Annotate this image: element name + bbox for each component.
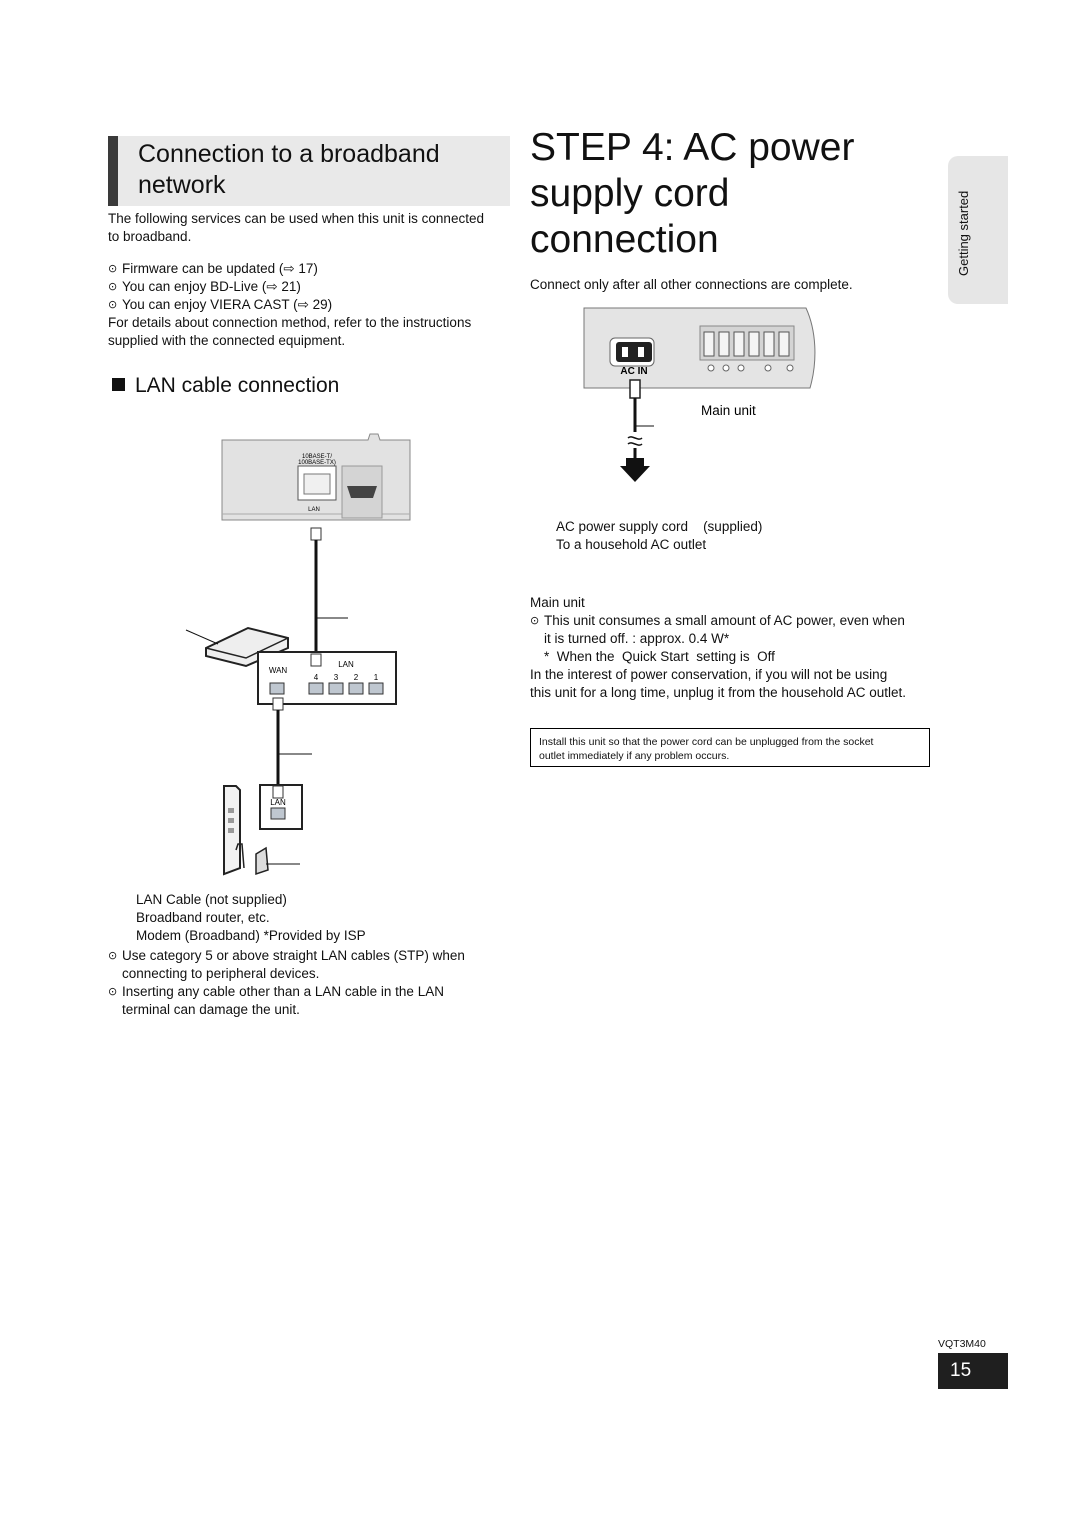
port-number: 4 — [313, 673, 319, 682]
legend-item: LAN Cable (not supplied) — [136, 892, 287, 907]
side-tab-label: Getting started — [956, 190, 971, 276]
modem — [224, 785, 302, 874]
section-heading — [108, 136, 510, 206]
lan-notes — [108, 947, 518, 1019]
connect-note: Connect only after all other connections are complete. — [530, 277, 853, 292]
step-title-line2: supply cord — [530, 172, 730, 215]
ac-power-diagram — [578, 300, 828, 490]
power-line: it is turned off. : approx. 0.4 W* — [544, 631, 730, 646]
section-title-line2: network — [138, 171, 226, 199]
side-tab — [948, 156, 1008, 304]
power-cord — [620, 380, 654, 482]
port-number: 2 — [353, 673, 359, 682]
square-bullet-icon — [112, 378, 125, 391]
intro-line1: The following services can be used when this unit is connected — [108, 211, 484, 226]
lan-connection-diagram — [180, 430, 420, 890]
page-number: 15 — [950, 1360, 972, 1381]
document-code: VQT3M40 — [938, 1338, 986, 1350]
lan-heading — [112, 374, 339, 398]
details-line2: supplied with the connected equipment. — [108, 333, 346, 348]
service-bullet: ⊙ You can enjoy VIERA CAST (⇨ 29) — [108, 296, 518, 314]
note-line: ⊙ Use category 5 or above straight LAN cables (STP) when — [122, 948, 465, 963]
port-label-bottom: 100BASE-TX) — [298, 460, 336, 466]
lan-note — [108, 983, 518, 1019]
cable-plug — [311, 528, 321, 540]
step-title-line1: STEP 4: AC power — [530, 126, 855, 169]
heading-accent-bar — [108, 136, 118, 206]
cable-plug — [273, 698, 283, 710]
broadband-router — [186, 628, 396, 704]
legend-item: AC power supply cord (supplied) — [556, 519, 763, 534]
install-warning-box — [530, 728, 930, 767]
services-list — [108, 260, 518, 350]
power-line: ⊙ This unit consumes a small amount of AC power, even when — [544, 613, 905, 628]
note-line: connecting to peripheral devices. — [122, 966, 320, 981]
service-bullet: ⊙ Firmware can be updated (⇨ 17) — [108, 260, 518, 278]
port-label-top: 10BASE-T/ — [301, 454, 333, 460]
legend-item: Modem (Broadband) *Provided by ISP — [136, 928, 366, 943]
details-line1: For details about connection method, refer to the instructions — [108, 315, 472, 330]
power-info — [530, 594, 940, 702]
ac-in-label: AC IN — [620, 366, 648, 377]
main-unit-rear — [584, 308, 815, 388]
modem-lan-label: LAN — [270, 798, 286, 807]
main-unit-label: Main unit — [701, 403, 756, 418]
interest-line1: In the interest of power conservation, if you will not be using — [530, 667, 888, 682]
main-unit-panel — [222, 434, 410, 520]
note-line: terminal can damage the unit. — [122, 1002, 300, 1017]
section-title — [138, 139, 440, 201]
footnote: * When the Quick Start setting is Off — [544, 649, 775, 664]
intro-text — [108, 210, 518, 246]
port-number: 3 — [333, 673, 339, 682]
warning-line2: outlet immediately if any problem occurs. — [539, 750, 730, 762]
page-number-box — [938, 1353, 1008, 1389]
ac-legend — [556, 518, 916, 554]
port-number: 1 — [373, 673, 379, 682]
note-line: ⊙ Inserting any cable other than a LAN cable in the LAN — [122, 984, 444, 999]
warning-line1: Install this unit so that the power cord can be unplugged from the socket — [539, 736, 874, 748]
legend-item: To a household AC outlet — [556, 537, 707, 552]
power-bullet — [530, 612, 940, 648]
intro-line2: to broadband. — [108, 229, 192, 244]
main-unit-subheading: Main unit — [530, 595, 585, 610]
interest-line2: this unit for a long time, unplug it from the household AC outlet. — [530, 685, 906, 700]
wan-label: WAN — [268, 666, 288, 675]
step-title — [530, 125, 910, 263]
legend-item: Broadband router, etc. — [136, 910, 270, 925]
lan-heading-text: LAN cable connection — [135, 374, 340, 397]
router-lan-label: LAN — [338, 660, 354, 669]
service-bullet: ⊙ You can enjoy BD-Live (⇨ 21) — [108, 278, 518, 296]
step-title-line3: connection — [530, 218, 719, 261]
lan-port-label: LAN — [308, 507, 320, 513]
lan-note — [108, 947, 518, 983]
section-title-line1: Connection to a broadband — [138, 140, 440, 168]
lan-legend — [136, 891, 516, 945]
